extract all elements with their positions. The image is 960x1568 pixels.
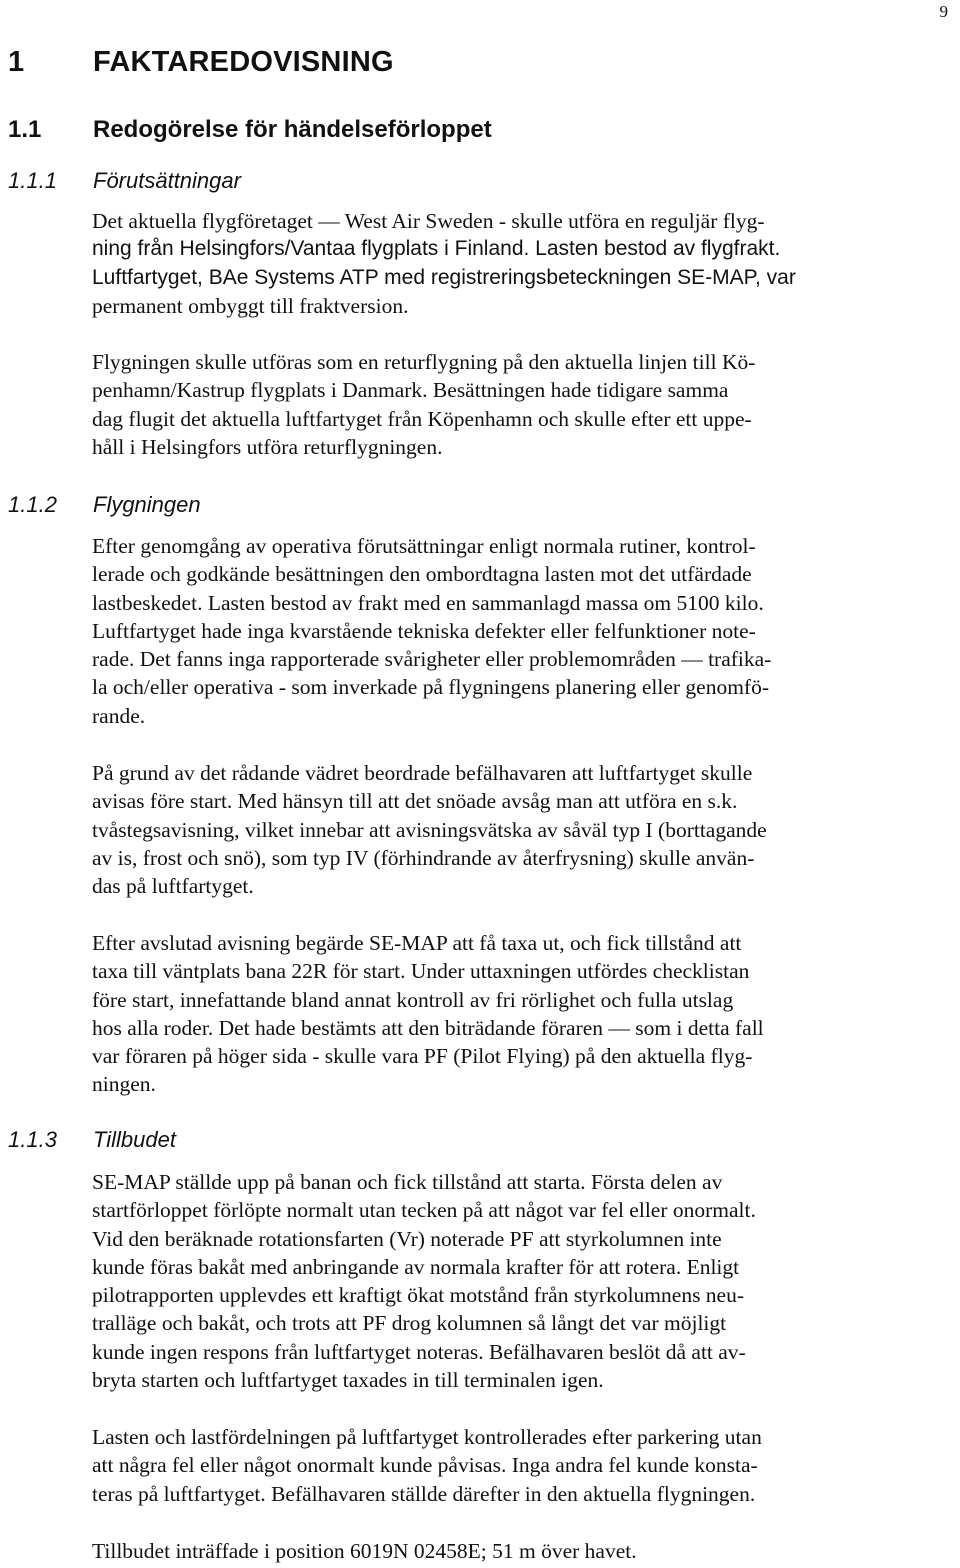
text-line: kunde ingen respons från luftfartyget noteras. Befälhavaren beslöt då att av- [92,1339,746,1364]
text-line: startförloppet förlöpte normalt utan tecken på att något var fel eller onormalt. [92,1198,756,1223]
section-title: Förutsättningar [93,168,241,193]
paragraph [92,532,952,730]
paragraph [92,207,952,320]
text-line: Lasten och lastfördelningen på luftfartyget kontrollerades efter parkering utan [92,1425,762,1449]
text-line: bryta starten och luftfartyget taxades in till terminalen igen. [92,1368,604,1393]
text-line: av is, frost och snö), som typ IV (förhindrande av återfrysning) skulle använ- [92,845,755,870]
text-line: hos alla roder. Det hade bestämts att den biträdande föraren — som i detta fall [92,1015,764,1040]
text-line: permanent ombyggt till fraktversion. [92,293,409,318]
heading-1-number: 1 [8,46,25,78]
text-line: tralläge och bakåt, och trots att PF drog kolumnen så långt det var möjligt [92,1311,727,1336]
text-line: var föraren på höger sida - skulle vara PF (Pilot Flying) på den aktuella flyg- [92,1044,753,1069]
section-number: 1.1.3 [8,1127,57,1152]
heading-2-number: 1.1 [8,116,42,143]
section-number: 1.1.2 [8,492,57,517]
heading-2 [8,116,492,144]
heading-1-title: FAKTAREDOVISNING [93,46,394,78]
heading-1 [8,46,394,79]
section-heading-flygningen [8,492,201,518]
text-line: att några fel eller något onormalt kunde påvisas. Inga andra fel kunde konsta- [92,1453,758,1478]
paragraph [92,1537,952,1565]
text-line: taxa till väntplats bana 22R för start. Under uttaxningen utfördes checklistan [92,959,750,984]
section-title: Flygningen [93,492,201,517]
section-title: Tillbudet [93,1127,176,1152]
text-line: tvåstegsavisning, vilket innebar att avisningsvätska av såväl typ I (borttagande [92,817,767,842]
text-line: lastbeskedet. Lasten bestod av frakt med en sammanlagd massa om 5100 kilo. [92,590,764,615]
text-line: la och/eller operativa - som inverkade på flygningens planering eller genomfö- [92,675,769,700]
text-line: före start, innefattande bland annat kontroll av fri rörlighet och fulla utslag [92,987,734,1012]
text-line: håll i Helsingfors utföra returflygningen. [92,434,443,459]
text-line: Det aktuella flygföretaget — West Air Sweden - skulle utföra en reguljär flyg- [92,209,765,233]
text-line: penhamn/Kastrup flygplats i Danmark. Besättningen hade tidigare samma [92,378,729,403]
heading-2-title: Redogörelse för händelseförloppet [93,116,492,143]
section-heading-forutsattningar [8,168,241,194]
text-line: teras på luftfartyget. Befälhavaren ställde därefter in den aktuella flygningen. [92,1481,756,1506]
section-number: 1.1.1 [8,168,57,193]
text-line: Luftfartyget hade inga kvarstående tekniska defekter eller felfunktioner note- [92,618,756,643]
text-line: SE-MAP ställde upp på banan och fick tillstånd att starta. Första delen av [92,1170,723,1194]
paragraph [92,929,952,1099]
text-line: Efter genomgång av operativa förutsättningar enligt normala rutiner, kontrol- [92,534,756,558]
paragraph [92,1168,952,1394]
text-line: ningen. [92,1072,156,1097]
text-line: Vid den beräknade rotationsfarten (Vr) noterade PF att styrkolumnen inte [92,1226,722,1251]
text-line: pilotrapporten upplevdes ett kraftigt ökat motstånd från styrkolumnens neu- [92,1283,745,1308]
section-heading-tillbudet [8,1127,176,1153]
paragraph [92,759,952,900]
text-line: På grund av det rådande vädret beordrade befälhavaren att luftfartyget skulle [92,761,753,785]
text-line: lerade och godkände besättningen den ombordtagna lasten mot det utfärdade [92,562,752,587]
paragraph [92,1423,952,1508]
text-line: Tillbudet inträffade i position 6019N 02458E; 51 m över havet. [92,1539,637,1563]
text-line: kunde föras bakåt med anbringande av normala krafter för att rotera. Enligt [92,1254,740,1279]
text-line: Luftfartyget, BAe Systems ATP med registreringsbeteckningen SE-MAP, var [92,265,796,289]
page-number: 9 [939,2,948,21]
text-line: rade. Det fanns inga rapporterade svårigheter eller problemområden — trafika- [92,647,772,672]
text-line: avisas före start. Med hänsyn till att det snöade avsåg man att utföra en s.k. [92,789,738,814]
text-line: ning från Helsingfors/Vantaa flygplats i Finland. Lasten bestod av flygfrakt. [92,237,781,261]
text-line: das på luftfartyget. [92,874,254,899]
paragraph [92,348,952,461]
text-line: Flygningen skulle utföras som en returflygning på den aktuella linjen till Kö- [92,350,756,374]
text-line: Efter avslutad avisning begärde SE-MAP att få taxa ut, och fick tillstånd att [92,931,742,955]
text-line: rande. [92,703,146,728]
text-line: dag flugit det aktuella luftfartyget från Köpenhamn och skulle efter ett uppe- [92,406,752,431]
